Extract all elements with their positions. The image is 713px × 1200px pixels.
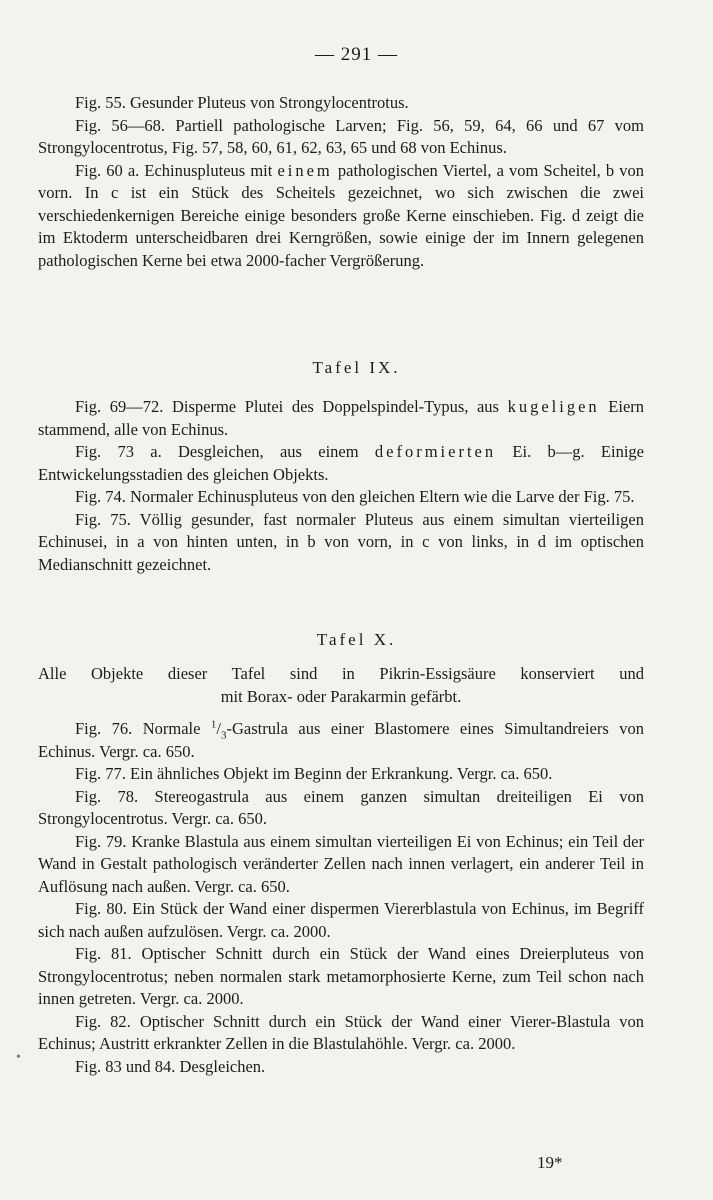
signature-mark: 19*: [537, 1153, 563, 1172]
figure-legends-continued: [38, 92, 644, 272]
legend-fig-78: Fig. 78. Stereogastrula aus einem ganzen simultan dreiteiligen Ei von Strongylocentrotus. Vergr. ca. 650.: [38, 786, 644, 828]
heading-tafel-ix: Tafel IX.: [312, 358, 401, 377]
legend-fig-69-72: Fig. 69—72. Disperme Plutei des Doppelspindel-Typus, aus kugeligen Eiern stammend, alle von Echinus.: [38, 397, 645, 439]
legend-fig-83-84: Fig. 83 und 84. Desgleichen.: [75, 1056, 266, 1076]
heading-tafel-x: Tafel X.: [316, 630, 397, 649]
legend-fig-81: Fig. 81. Optischer Schnitt durch ein Stück der Wand eines Dreierpluteus von Strongylocentrotus; neben normalen stark metamorphosierte Kerne, zum Teil schon nach innen getreten. Vergr. ca. 2000.: [38, 944, 644, 1008]
legend-fig-55: Fig. 55. Gesunder Pluteus von Strongylocentrotus.: [75, 93, 409, 112]
legend-fig-80: Fig. 80. Ein Stück der Wand einer dispermen Viererblastula von Echinus, im Begriff sich nach außen aufzulösen. Vergr. ca. 2000.: [38, 899, 644, 941]
legend-fig-56-68: Fig. 56—68. Partiell pathologische Larven; Fig. 56, 59, 64, 66 und 67 vom Strongylocentrotus, Fig. 57, 58, 60, 61, 62, 63, 65 und 68 von Echinus.: [38, 115, 644, 157]
intro-line-2: mit Borax- oder Parakarmin gefärbt.: [220, 687, 462, 706]
emphasis-text: einem: [277, 160, 333, 180]
tafel-x-intro: [38, 662, 644, 708]
legend-fig-77: Fig. 77. Ein ähnliches Objekt im Beginn der Erkrankung. Vergr. ca. 650.: [75, 764, 553, 783]
emphasis-text: kugeligen: [507, 397, 600, 416]
legend-fig-60a: Fig. 60 a. Echinuspluteus mit einem pathologischen Viertel, a vom Scheitel, b von vorn. In c ist ein Stück des Scheitels gezeichnet, wo sich zwischen die zwei verschiedenkernigen Bereiche einige besonders große Kerne einschieben. Fig. d zeigt die im Ektoderm unterscheidbaren drei Kerngrößen, sowie einige der im Innern gelegenen pathologischen Kerne bei etwa 2000-facher Vergrößerung.: [38, 160, 644, 270]
legend-fig-76: Fig. 76. Normale $^1/_3$-Gastrula aus einer Blastomere eines Simultandreiers von Echinus. Vergr. ca. 650.: [38, 718, 644, 761]
tafel-ix-legends: [38, 396, 644, 576]
intro-line-1: Alle Objekte dieser Tafel sind in Pikrin-Essigsäure konserviert und: [38, 664, 644, 683]
emphasis-text: deformierten: [374, 442, 497, 461]
page-number: — 291 —: [315, 44, 398, 65]
legend-fig-75: Fig. 75. Völlig gesunder, fast normaler Pluteus aus einem simultan vierteiligen Echinusei, in a von hinten unten, in b von vorn, in c von links, in d im optischen Medianschnitt gezeichnet.: [38, 509, 644, 574]
fraction-denominator: 3: [221, 729, 227, 742]
legend-fig-82: Fig. 82. Optischer Schnitt durch ein Stück der Wand einer Vierer-Blastula von Echinus; Austritt erkrankter Zellen in die Blastulahöhle. Vergr. ca. 2000.: [38, 1011, 644, 1053]
legend-fig-73a: Fig. 73 a. Desgleichen, aus einem deformierten Ei. b—g. Einige Entwickelungsstadien des gleichen Objekts.: [38, 442, 644, 484]
margin-dot-mark: •: [16, 1050, 21, 1065]
fraction-numerator: 1: [210, 718, 217, 731]
legend-fig-74: Fig. 74. Normaler Echinuspluteus von den gleichen Eltern wie die Larve der Fig. 75.: [75, 487, 635, 506]
legend-fig-79: Fig. 79. Kranke Blastula aus einem simultan vierteiligen Ei von Echinus; ein Teil der Wand in Gestalt pathologisch veränderter Zellen nach innen verlagert, ein anderer Teil in Auflösung nach außen. Vergr. ca. 650.: [38, 831, 644, 896]
tafel-x-legends: [38, 718, 644, 1078]
